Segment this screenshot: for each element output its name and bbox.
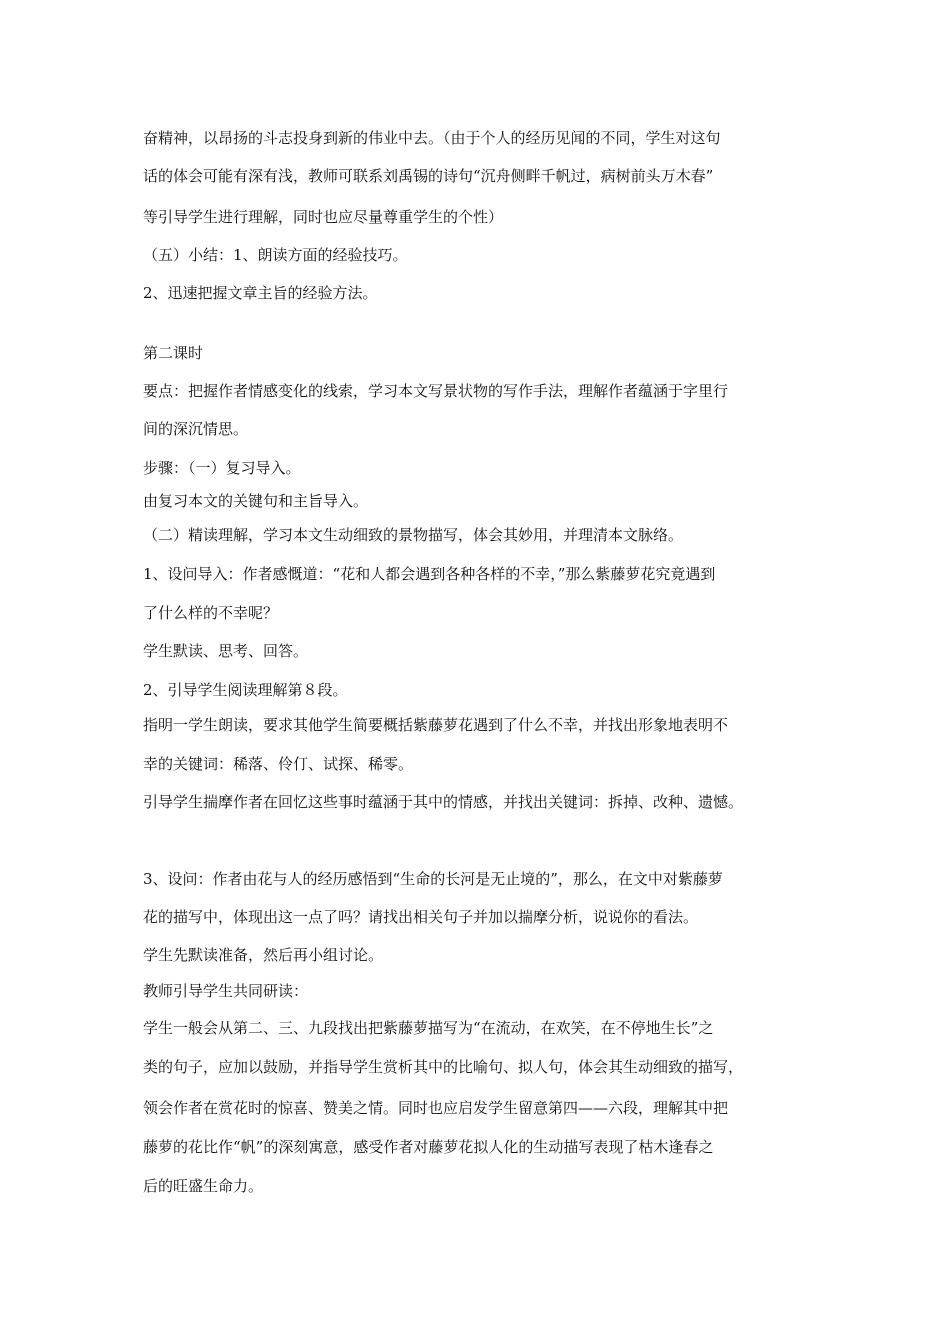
text-line: 类的句子，应加以鼓励，并指导学生赏析其中的比喻句、拟人句，体会其生动细致的描写， bbox=[143, 1058, 744, 1076]
text-line: 2、引导学生阅读理解第８段。 bbox=[143, 681, 348, 699]
text-line: 学生先默读准备，然后再小组讨论。 bbox=[143, 946, 384, 964]
text-line: 3、设问：作者由花与人的经历感悟到“生命的长河是无止境的”，那么，在文中对紫藤萝 bbox=[143, 870, 723, 888]
text-line: 奋精神，以昂扬的斗志投身到新的伟业中去。（由于个人的经历见闻的不同，学生对这句 bbox=[143, 129, 721, 147]
text-line: 由复习本文的关键句和主旨导入。 bbox=[143, 492, 369, 510]
text-line: 指明一学生朗读，要求其他学生简要概括紫藤萝花遇到了什么不幸，并找出形象地表明不 bbox=[143, 716, 729, 734]
text-line: 要点：把握作者情感变化的线索，学习本文写景状物的写作手法，理解作者蕴涵于字里行 bbox=[143, 382, 729, 400]
text-line: 2、迅速把握文章主旨的经验方法。 bbox=[143, 284, 378, 302]
text-line: 话的体会可能有深有浅，教师可联系刘禹锡的诗句“沉舟侧畔千帆过，病树前头万木春” bbox=[143, 167, 714, 185]
text-line: 引导学生揣摩作者在回忆这些事时蕴涵于其中的情感，并找出关键词：拆掉、改种、遗憾。 bbox=[143, 793, 744, 811]
text-line: 藤萝的花比作“帆”的深刻寓意，感受作者对藤萝花拟人化的生动描写表现了枯木逢春之 bbox=[143, 1138, 714, 1156]
text-line: 领会作者在赏花时的惊喜、赞美之情。同时也应启发学生留意第四——六段，理解其中把 bbox=[143, 1099, 729, 1117]
text-line: 步骤：（一）复习导入。 bbox=[143, 459, 301, 477]
text-line: 花的描写中，体现出这一点了吗？请找出相关句子并加以揣摩分析，说说你的看法。 bbox=[143, 908, 699, 926]
text-line: 1、设问导入：作者感慨道：“花和人都会遇到各种各样的不幸，”那么紫藤萝花究竟遇到 bbox=[143, 565, 716, 583]
text-line: 学生一般会从第二、三、九段找出把紫藤萝描写为“在流动，在欢笑，在不停地生长”之 bbox=[143, 1019, 714, 1037]
text-line: 间的深沉情思。 bbox=[143, 420, 249, 438]
text-line: 学生默读、思考、回答。 bbox=[143, 642, 309, 660]
text-line: 幸的关键词：稀落、伶仃、试探、稀零。 bbox=[143, 755, 414, 773]
text-line: （五）小结：1、朗读方面的经验技巧。 bbox=[143, 246, 408, 264]
text-line: 等引导学生进行理解，同时也应尽量尊重学生的个性） bbox=[143, 208, 504, 226]
section-heading: 第二课时 bbox=[143, 344, 204, 362]
text-line: 了什么样的不幸呢？ bbox=[143, 604, 279, 622]
text-line: （二）精读理解，学习本文生动细致的景物描写，体会其妙用，并理清本文脉络。 bbox=[143, 526, 684, 544]
text-line: 教师引导学生共同研读： bbox=[143, 982, 309, 1000]
text-line: 后的旺盛生命力。 bbox=[143, 1177, 264, 1195]
